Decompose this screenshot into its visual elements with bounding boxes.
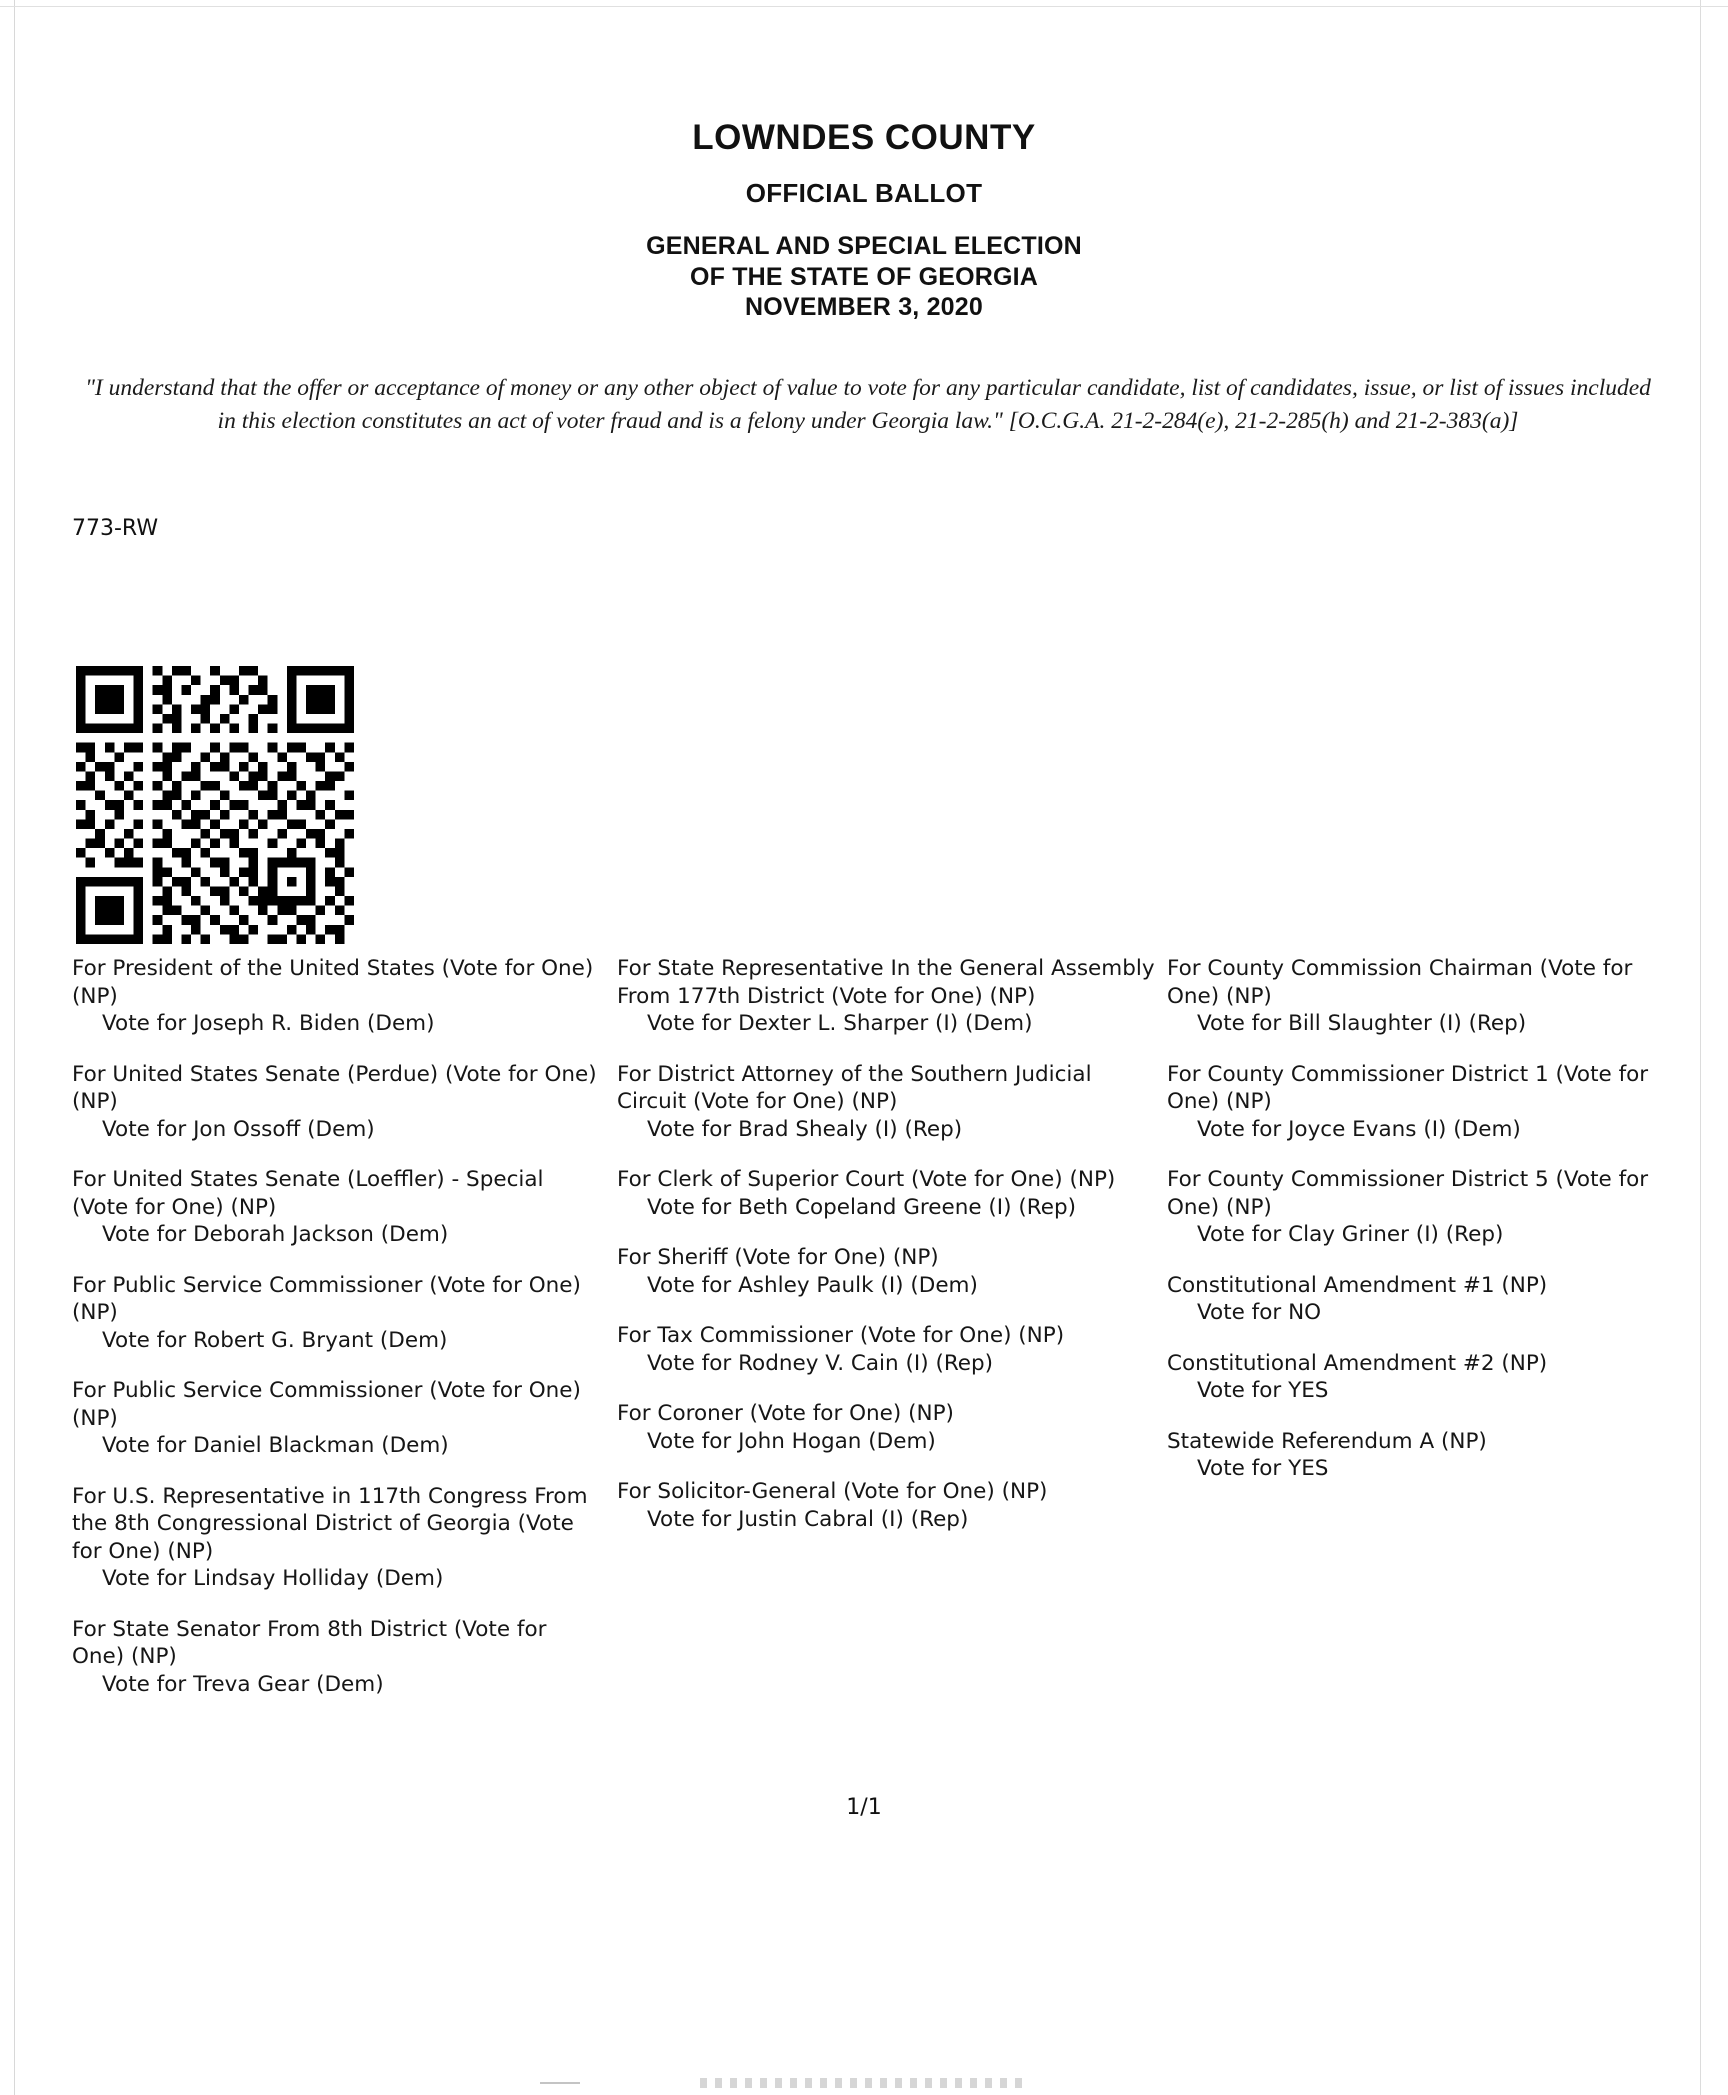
contest-choice: Vote for Dexter L. Sharper (I) (Dem): [647, 1011, 1033, 1037]
contest: [72, 1483, 602, 1593]
contest-title: For Public Service Commissioner (Vote for One) (NP): [72, 1378, 581, 1431]
contest-title: For County Commissioner District 5 (Vote for One) (NP): [1167, 1167, 1649, 1220]
contest-choice: Vote for Justin Cabral (I) (Rep): [647, 1506, 969, 1532]
contest-title: For District Attorney of the Southern Judicial Circuit (Vote for One) (NP): [617, 1061, 1092, 1115]
voter-fraud-oath-text: "I understand that the offer or acceptance of money or any other object of value to vote for any particular candidate, list of candidates, issue, or list of issues included in this election constitutes an act of voter fraud and is a felony under Georgia law." [O.C.G.A. 21-2-284(e), 21-2-285(h) and 21-2-383(a)]: [85, 375, 1651, 435]
contest: [72, 955, 602, 1038]
contest-choice: Vote for Bill Slaughter (I) (Rep): [1197, 1011, 1527, 1037]
contest: [617, 955, 1157, 1038]
contest: [1167, 1166, 1667, 1249]
contest-title: Statewide Referendum A (NP): [1167, 1428, 1487, 1454]
contest-choice: Vote for Rodney V. Cain (I) (Rep): [647, 1350, 994, 1376]
county-title: LOWNDES COUNTY: [692, 118, 1036, 157]
contest-choice: Vote for Joseph R. Biden (Dem): [102, 1011, 435, 1037]
contest-title: For Public Service Commissioner (Vote for One) (NP): [72, 1272, 581, 1326]
contest: [72, 1272, 602, 1355]
contest-choice: Vote for Beth Copeland Greene (I) (Rep): [647, 1194, 1076, 1220]
contest: [1167, 1428, 1667, 1483]
election-title-line-2: OF THE STATE OF GEORGIA: [689, 262, 1039, 291]
contest: [1167, 1272, 1667, 1327]
contest-title: For Solicitor-General (Vote for One) (NP): [617, 1479, 1048, 1505]
ballot-style-code: 773-RW: [72, 516, 159, 541]
contest-title: For State Representative In the General Assembly From 177th District (Vote for One) (NP): [617, 956, 1155, 1009]
contest-choice: Vote for Deborah Jackson (Dem): [102, 1222, 449, 1248]
contest-title: For Coroner (Vote for One) (NP): [617, 1401, 954, 1427]
contest: [1167, 955, 1667, 1038]
contest-title: For County Commission Chairman (Vote for One) (NP): [1167, 956, 1633, 1009]
contest-title: For U.S. Representative in 117th Congress From the 8th Congressional District of Georgia (Vote for One) (NP): [72, 1483, 588, 1564]
contest-title: For President of the United States (Vote for One) (NP): [72, 956, 594, 1009]
scan-artifact-bottom-2: [540, 2082, 580, 2084]
contest: [617, 1244, 1157, 1299]
page-edge-top: [0, 6, 1728, 7]
contest-choice: Vote for Ashley Paulk (I) (Dem): [647, 1272, 978, 1298]
contest-choice: Vote for Clay Griner (I) (Rep): [1197, 1222, 1504, 1248]
contest-title: For State Senator From 8th District (Vote for One) (NP): [72, 1616, 547, 1670]
election-title: [0, 231, 1728, 323]
contest-choice: Vote for John Hogan (Dem): [647, 1428, 936, 1454]
contest: [1167, 1061, 1667, 1144]
official-ballot-title: OFFICIAL BALLOT: [745, 178, 983, 208]
contest: [617, 1166, 1157, 1221]
contest: [72, 1377, 602, 1460]
contest-choice: Vote for Joyce Evans (I) (Dem): [1197, 1116, 1521, 1142]
contest-title: For Clerk of Superior Court (Vote for One) (NP): [617, 1167, 1116, 1193]
contest: [72, 1166, 602, 1249]
qr-code: [76, 666, 354, 944]
contest-title: Constitutional Amendment #2 (NP): [1167, 1350, 1548, 1376]
contest-choice: Vote for YES: [1197, 1456, 1329, 1482]
contest-choice: Vote for NO: [1197, 1300, 1322, 1326]
contest: [72, 1616, 602, 1699]
contest-title: For United States Senate (Perdue) (Vote for One) (NP): [72, 1061, 597, 1115]
contest-choice: Vote for Robert G. Bryant (Dem): [102, 1327, 448, 1353]
contest: [617, 1478, 1157, 1533]
contest-choice: Vote for YES: [1197, 1378, 1329, 1404]
contest-choice: Vote for Jon Ossoff (Dem): [102, 1116, 375, 1142]
contest: [1167, 1350, 1667, 1405]
contest-column-1: [72, 955, 602, 1721]
ballot-header: [0, 118, 1728, 323]
contest-title: Constitutional Amendment #1 (NP): [1167, 1272, 1548, 1298]
contest-choice: Vote for Lindsay Holliday (Dem): [102, 1566, 444, 1592]
contest: [617, 1061, 1157, 1144]
contest-column-3: [1167, 955, 1667, 1506]
contest-column-2: [617, 955, 1157, 1556]
contest-title: For United States Senate (Loeffler) - Special (Vote for One) (NP): [72, 1167, 544, 1220]
contest-choice: Vote for Daniel Blackman (Dem): [102, 1433, 449, 1459]
contest-title: For Tax Commissioner (Vote for One) (NP): [617, 1323, 1065, 1349]
contest: [617, 1400, 1157, 1455]
contest-choice: Vote for Treva Gear (Dem): [102, 1671, 384, 1697]
election-title-line-1: GENERAL AND SPECIAL ELECTION: [646, 232, 1082, 260]
contest: [72, 1061, 602, 1144]
contest-choice: Vote for Brad Shealy (I) (Rep): [647, 1116, 963, 1142]
contest: [617, 1322, 1157, 1377]
contest-title: For Sheriff (Vote for One) (NP): [617, 1245, 939, 1271]
contest-title: For County Commissioner District 1 (Vote for One) (NP): [1167, 1061, 1649, 1115]
page-number: 1/1: [846, 1795, 882, 1820]
election-date: NOVEMBER 3, 2020: [744, 293, 983, 321]
scan-artifact-bottom: [700, 2078, 1030, 2088]
